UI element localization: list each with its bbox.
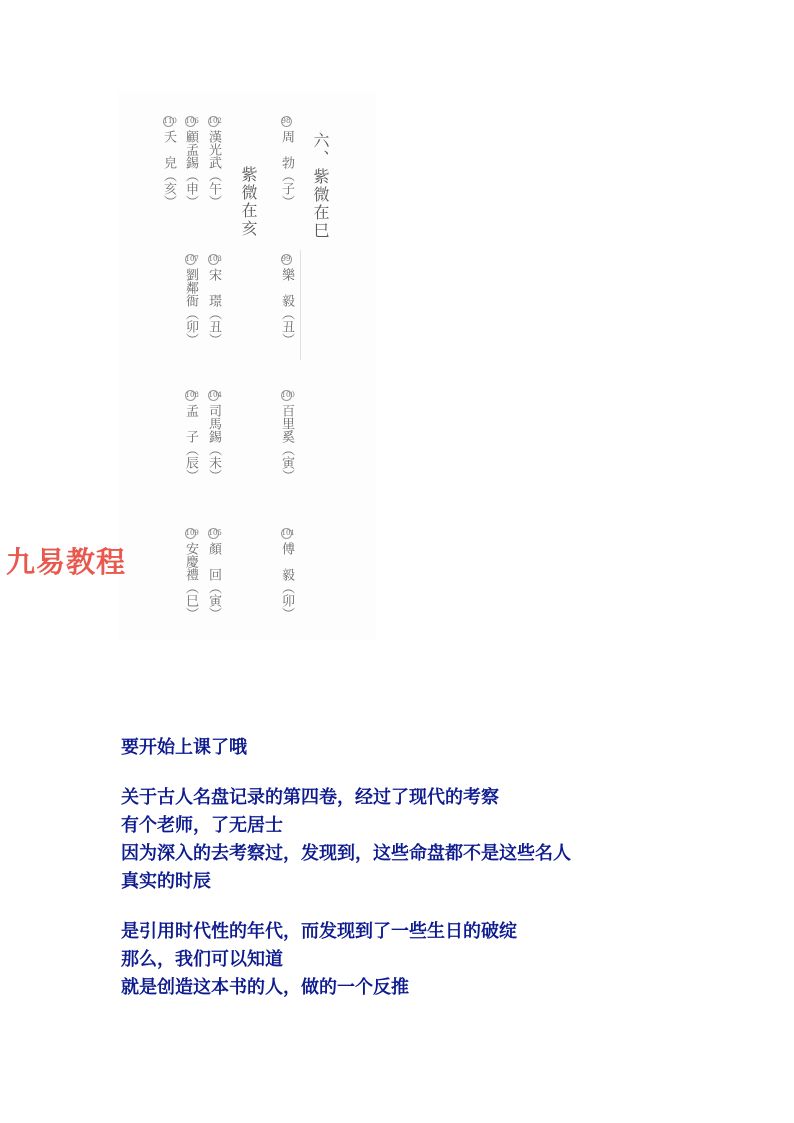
- entry-number: 101: [281, 529, 295, 537]
- entry-number: 103: [208, 255, 222, 263]
- entry-number: 102: [208, 117, 222, 125]
- entry-name: 司馬錫（未）: [206, 404, 221, 482]
- entry-name: 漢光武（午）: [206, 130, 221, 208]
- entry-number: 106: [185, 117, 199, 125]
- entry-number: 107: [185, 255, 199, 263]
- section-heading-zi-wei-in-hai: 紫微在亥: [239, 166, 258, 238]
- note-line: 因为深入的去考察过，发现到，这些命盘都不是这些名人: [121, 843, 571, 864]
- chart-entry: [184, 254, 197, 346]
- entry-name: 傅 毅（卯）: [279, 542, 294, 620]
- entry-number: 109: [185, 529, 199, 537]
- chart-entry: [280, 116, 293, 208]
- note-line: 真实的时辰: [121, 871, 211, 892]
- entry-number: 110: [163, 117, 177, 125]
- entry-number: 104: [208, 391, 222, 399]
- note-line: 关于古人名盘记录的第四卷，经过了现代的考察: [121, 787, 499, 808]
- note-line: 就是创造这本书的人，做的一个反推: [121, 977, 409, 998]
- chart-entry: [207, 390, 220, 482]
- chart-entry: [184, 390, 197, 482]
- paragraph-gap: [121, 762, 571, 784]
- watermark-logo: 九易教程: [6, 545, 127, 579]
- chart-entry: [280, 528, 293, 620]
- lecture-notes: [121, 734, 571, 1002]
- chart-entry: [207, 528, 220, 620]
- entry-number: 98: [281, 117, 291, 125]
- chart-entry: [162, 116, 175, 208]
- chart-entry: [280, 390, 293, 482]
- entry-name: 周 勃（子）: [279, 130, 294, 208]
- note-line: 有个老师，了无居士: [121, 815, 283, 836]
- entry-name: 宋 璟（丑）: [206, 268, 221, 346]
- section-heading-zi-wei-in-si: 六、紫微在巳: [311, 132, 330, 240]
- note-line: 要开始上课了哦: [121, 737, 247, 758]
- note-line: 那么，我们可以知道: [121, 949, 283, 970]
- note-line: 是引用时代性的年代，而发现到了一些生日的破绽: [121, 921, 517, 942]
- entry-number: 108: [185, 391, 199, 399]
- entry-name: 顧孟錫（申）: [183, 130, 198, 208]
- entry-name: 顏 回（寅）: [206, 542, 221, 620]
- entry-name: 孟 子（辰）: [183, 404, 198, 482]
- paragraph-gap: [121, 896, 571, 918]
- chart-entry: [207, 116, 220, 208]
- entry-number: 100: [281, 391, 295, 399]
- entry-number: 99: [281, 255, 291, 263]
- entry-name: 劉鄰衙（卯）: [183, 268, 198, 346]
- entry-name: 安慶禮（巳）: [183, 542, 198, 620]
- chart-entry: [184, 116, 197, 208]
- entry-name: 夭 皃（亥）: [161, 130, 176, 208]
- chart-entry: [280, 254, 293, 346]
- chart-entry: [207, 254, 220, 346]
- entry-number: 105: [208, 529, 222, 537]
- entry-name: 樂 毅（丑）: [279, 268, 294, 346]
- chart-entry: [184, 528, 197, 620]
- entry-name: 百里奚（寅）: [279, 404, 294, 482]
- column-divider: [300, 250, 301, 360]
